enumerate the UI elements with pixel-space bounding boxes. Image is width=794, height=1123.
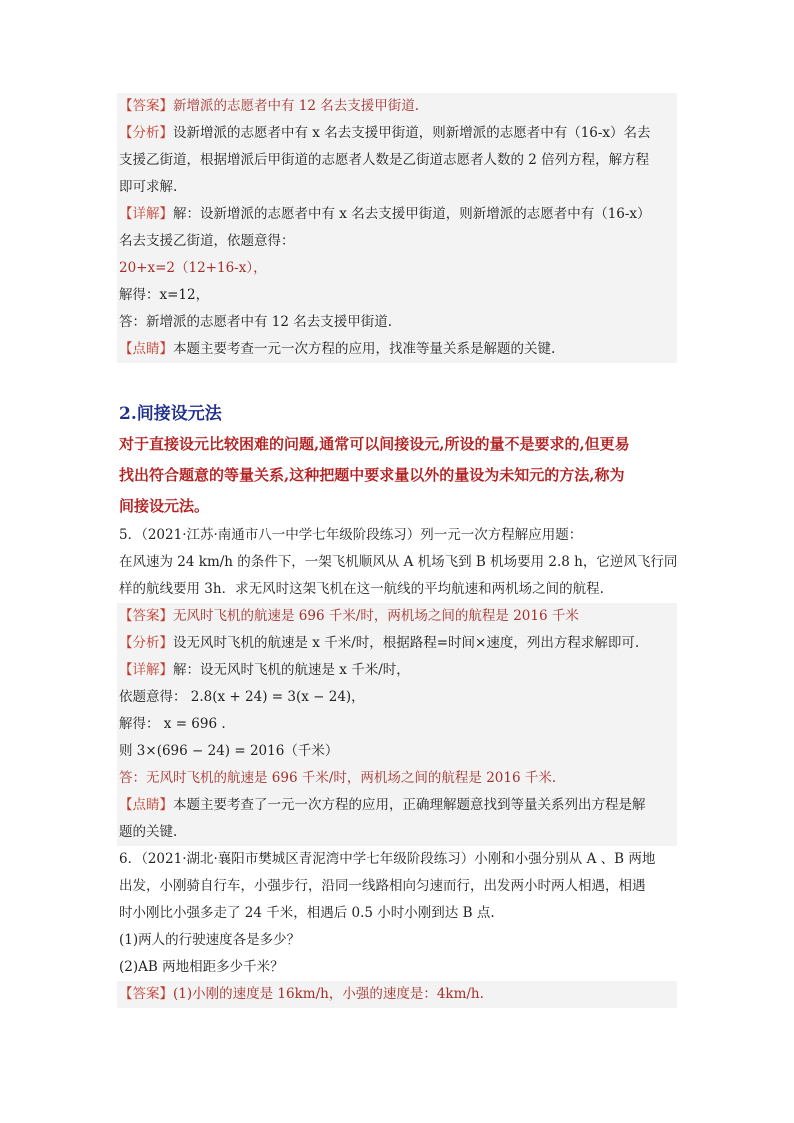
document-page (117, 93, 677, 1008)
analysis-line: 支援乙街道，根据增派后甲街道的志愿者人数是乙街道志愿者人数的 2 倍列方程，解方程 (119, 152, 650, 168)
question-6-line: 6．（2021·湖北·襄阳市樊城区青泥湾中学七年级阶段练习）小刚和小强分别从 A 、B 两地 (119, 851, 656, 867)
comment-line (117, 336, 677, 363)
answer-line (117, 981, 677, 1008)
answer-line (117, 603, 677, 630)
analysis-line: 即可求解. (119, 179, 178, 195)
analysis-text: 设新增派的志愿者中有 x 名去支援甲街道，则新增派的志愿者中有（16-x）名去 (173, 125, 651, 141)
solution-block-1 (117, 93, 677, 363)
section-description: 对于直接设元比较困难的问题,通常可以间接设元,所设的量不是要求的,但更易 (119, 435, 630, 453)
answer-tag: 【答案】 (119, 98, 173, 114)
analysis-tag: 【分析】 (119, 125, 173, 141)
solution-block-3 (117, 981, 677, 1008)
conclusion: 答：新增派的志愿者中有 12 名去支援甲街道. (119, 314, 393, 330)
comment-text: 本题主要考查了一元一次方程的应用，正确理解题意找到等量关系列出方程是解 (173, 797, 646, 813)
detail-text: 解：设新增派的志愿者中有 x 名去支援甲街道，则新增派的志愿者中有（16-x） (173, 206, 651, 222)
question-5-line: 5．（2021·江苏·南通市八一中学七年级阶段练习）列一元一次方程解应用题： (119, 527, 583, 543)
question-6-part: (2)AB 两地相距多少千米？ (119, 959, 284, 975)
detail-line (117, 657, 677, 684)
answer-text: 新增派的志愿者中有 12 名去支援甲街道. (173, 98, 420, 114)
answer-text: 无风时飞机的航速是 696 千米/时，两机场之间的航程是 2016 千米 (173, 608, 579, 624)
solution-block-2 (117, 603, 677, 846)
section-heading: 2.间接设元法 (119, 404, 222, 424)
detail-line (117, 201, 677, 228)
comment-tag: 【点睛】 (119, 797, 173, 813)
detail-tag: 【详解】 (119, 662, 173, 678)
equation-solution: 解得：x=12， (119, 287, 210, 303)
equation-calc: 则 3×(696 − 24) = 2016（千米） (119, 743, 339, 759)
question-5-line: 样的航线要用 3h．求无风时这架飞机在这一航线的平均航速和两机场之间的航程. (119, 581, 604, 597)
comment-tag: 【点睛】 (119, 341, 173, 357)
answer-line (117, 93, 677, 120)
comment-line: 题的关键. (119, 824, 178, 840)
question-6-line: 时小刚比小强多走了 24 千米，相遇后 0.5 小时小刚到达 B 点. (119, 905, 495, 921)
comment-line (117, 792, 677, 819)
analysis-line (117, 630, 677, 657)
section-description: 找出符合题意的等量关系,这种把题中要求量以外的量设为未知元的方法,称为 (119, 466, 625, 484)
question-6-line: 出发，小刚骑自行车，小强步行，沿同一线路相向匀速而行，出发两小时两人相遇，相遇 (119, 878, 646, 894)
analysis-line (117, 120, 677, 147)
answer-tag: 【答案】 (119, 608, 173, 624)
detail-line: 名去支援乙街道，依题意得： (119, 233, 295, 249)
question-5-line: 在风速为 24 km/h 的条件下，一架飞机顺风从 A 机场飞到 B 机场要用 2.8 h，它逆风飞行同 (119, 554, 678, 570)
detail-text: 解：设无风时飞机的航速是 x 千米/时， (173, 662, 410, 678)
answer-tag: 【答案】 (119, 986, 173, 1002)
analysis-text: 设无风时飞机的航速是 x 千米/时，根据路程=时间×速度，列出方程求解即可. (173, 635, 640, 651)
section-description: 间接设元法。 (119, 497, 210, 515)
equation: 20+x=2（12+16-x）， (119, 260, 267, 276)
conclusion: 答：无风时飞机的航速是 696 千米/时，两机场之间的航程是 2016 千米. (119, 770, 557, 786)
detail-tag: 【详解】 (119, 206, 173, 222)
analysis-tag: 【分析】 (119, 635, 173, 651)
equation-solution: 解得： x = 696 . (119, 716, 226, 732)
question-6-part: (1)两人的行驶速度各是多少？ (119, 932, 301, 948)
equation: 依题意得： 2.8(x + 24) = 3(x − 24)， (119, 689, 365, 705)
answer-text: (1)小刚的速度是 16km/h，小强的速度是：4km/h. (173, 986, 484, 1002)
comment-text: 本题主要考查一元一次方程的应用，找准等量关系是解题的关键. (173, 341, 556, 357)
